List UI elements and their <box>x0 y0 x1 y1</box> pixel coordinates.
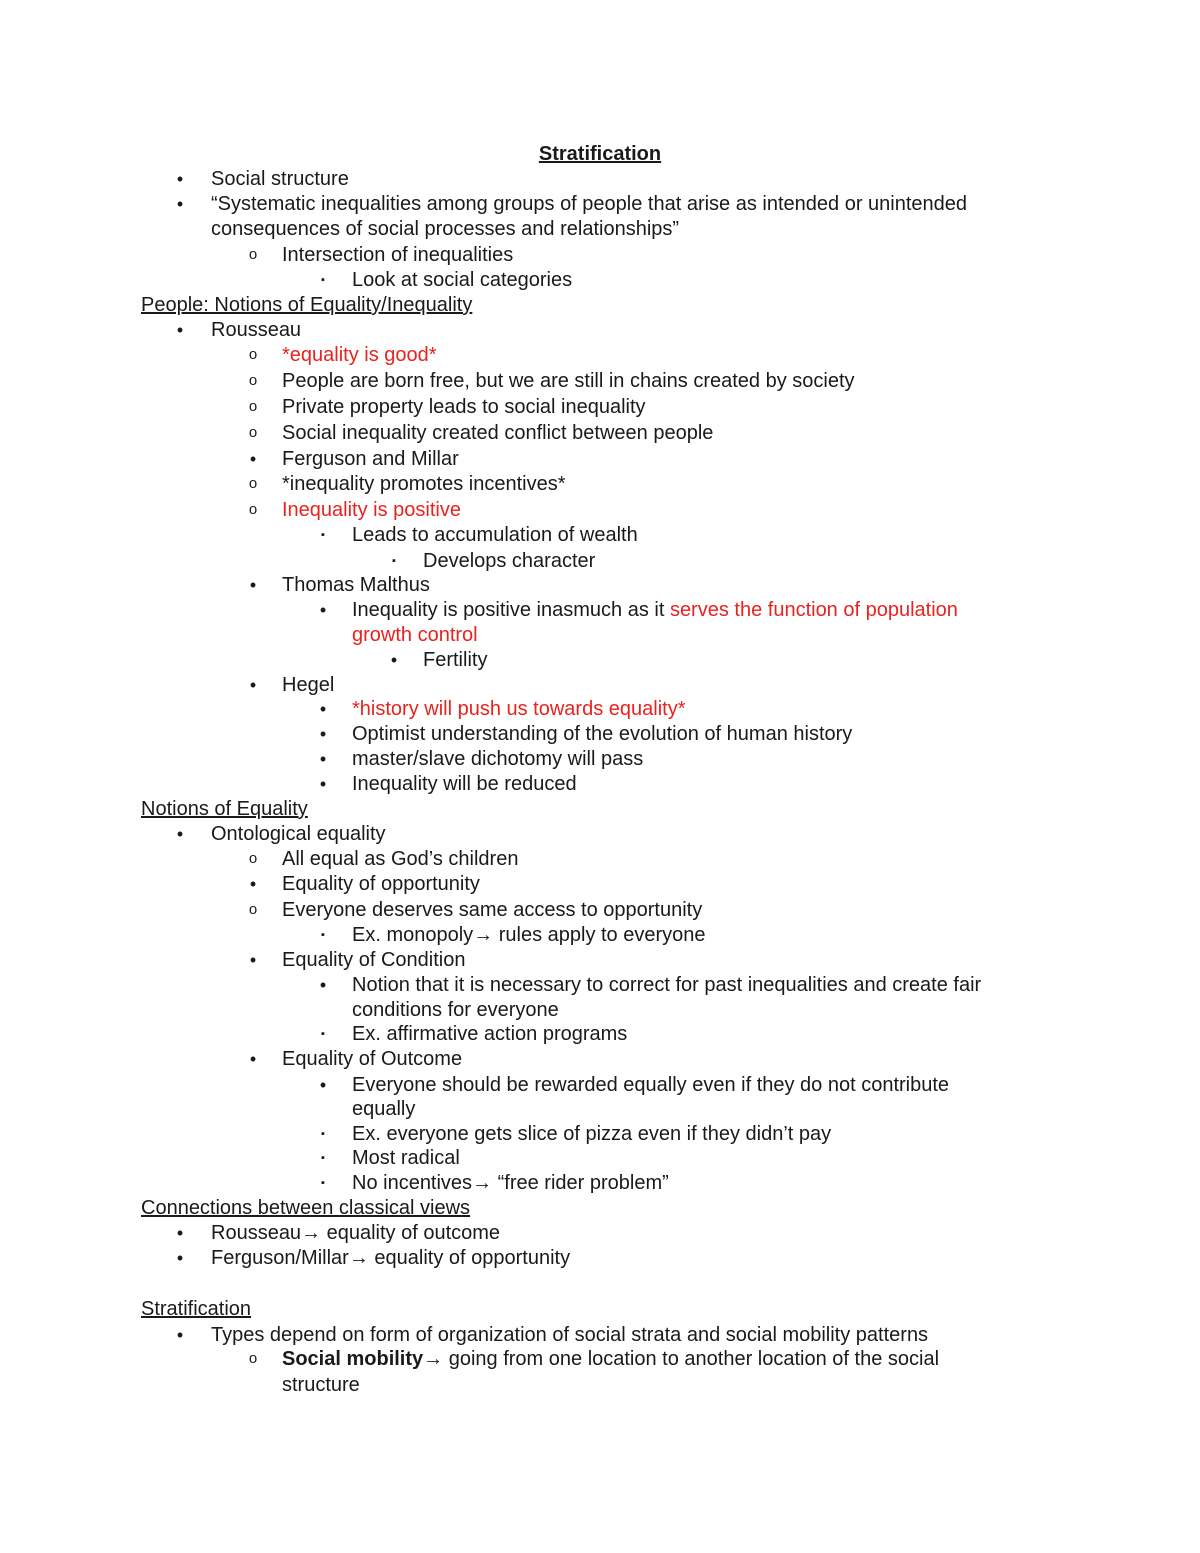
text-line <box>0 523 1200 549</box>
line-text <box>211 1246 570 1270</box>
text-line <box>0 948 1200 974</box>
disc-bullet-icon: • <box>249 950 257 970</box>
circle-bullet-icon: o <box>248 372 258 389</box>
text-segment: “Systematic inequalities among groups of people that arise as intended or unintended <box>211 193 968 215</box>
text-line <box>0 1073 1200 1099</box>
text-segment: conditions for everyone <box>352 999 559 1021</box>
text-line <box>0 697 1200 723</box>
line-text <box>211 318 301 342</box>
disc-bullet-icon: • <box>319 600 327 620</box>
text-line <box>0 1246 1200 1272</box>
square-bullet-icon: ▪ <box>392 555 396 567</box>
line-text <box>282 1373 360 1397</box>
text-segment: Thomas Malthus <box>282 574 430 596</box>
text-segment: Equality of Outcome <box>282 1048 463 1070</box>
text-segment: Ferguson/Millar→ equality of opportunity <box>211 1247 571 1269</box>
disc-bullet-icon: • <box>319 749 327 769</box>
line-text <box>211 1323 928 1347</box>
text-line <box>0 998 1200 1024</box>
text-segment: Notion that it is necessary to correct for past inequalities and create fair <box>352 974 982 996</box>
text-line <box>0 598 1200 624</box>
text-line <box>0 549 1200 575</box>
disc-bullet-icon: • <box>176 1248 184 1268</box>
disc-bullet-icon: • <box>176 1325 184 1345</box>
text-line <box>0 847 1200 873</box>
section-heading: Connections between classical views <box>141 1197 471 1219</box>
disc-bullet-icon: • <box>319 699 327 719</box>
text-line <box>0 1221 1200 1247</box>
disc-bullet-icon: • <box>176 320 184 340</box>
text-segment: Intersection of inequalities <box>282 244 514 266</box>
square-bullet-icon: ▪ <box>321 929 325 941</box>
text-line <box>0 1047 1200 1073</box>
text-segment: Ex. monopoly→ rules apply to everyone <box>352 924 706 946</box>
text-line <box>0 648 1200 674</box>
line-text <box>282 421 713 445</box>
text-line <box>0 498 1200 524</box>
line-text <box>211 822 386 846</box>
text-line <box>0 192 1200 218</box>
text-line <box>0 1196 1200 1222</box>
text-line <box>0 1373 1200 1399</box>
disc-bullet-icon: • <box>176 169 184 189</box>
circle-bullet-icon: o <box>248 398 258 415</box>
text-line <box>0 623 1200 649</box>
text-line <box>0 747 1200 773</box>
text-line <box>0 1146 1200 1172</box>
highlighted-text: serves the function of population <box>669 599 958 621</box>
line-text <box>282 898 702 922</box>
text-line <box>0 395 1200 421</box>
text-segment: People are born free, but we are still in chains created by society <box>282 370 855 392</box>
line-text <box>352 697 686 721</box>
section-heading: Notions of Equality <box>141 798 308 820</box>
line-text <box>141 1196 470 1220</box>
circle-bullet-icon: o <box>248 850 258 867</box>
line-text <box>282 847 518 871</box>
text-line <box>0 722 1200 748</box>
text-segment: master/slave dichotomy will pass <box>352 748 644 770</box>
highlighted-text: *equality is good* <box>282 344 437 366</box>
page-title: Stratification <box>538 143 662 165</box>
disc-bullet-icon: • <box>249 575 257 595</box>
highlighted-text: growth control <box>352 624 478 646</box>
line-text <box>141 797 308 821</box>
line-text <box>352 623 478 647</box>
line-text <box>352 1097 415 1121</box>
square-bullet-icon: ▪ <box>321 1028 325 1040</box>
line-text <box>423 549 595 573</box>
bold-term: Social mobility <box>282 1348 424 1370</box>
line-text <box>352 1171 669 1195</box>
line-text <box>282 243 513 267</box>
text-segment: Types depend on form of organization of social strata and social mobility patterns <box>211 1324 929 1346</box>
line-text <box>423 648 487 672</box>
text-segment: Fertility <box>423 649 488 671</box>
text-line <box>0 1171 1200 1197</box>
text-segment: Look at social categories <box>352 269 573 291</box>
line-text <box>352 268 572 292</box>
text-line <box>0 268 1200 294</box>
text-line <box>0 1297 1200 1323</box>
disc-bullet-icon: • <box>249 874 257 894</box>
highlighted-text: *history will push us towards equality* <box>352 698 686 720</box>
line-text <box>211 167 349 191</box>
line-text <box>352 1073 949 1097</box>
text-segment: *inequality promotes incentives* <box>282 473 566 495</box>
circle-bullet-icon: o <box>248 901 258 918</box>
line-text <box>282 369 855 393</box>
text-line <box>0 167 1200 193</box>
line-text <box>352 747 643 771</box>
text-segment: Ferguson and Millar <box>282 448 459 470</box>
line-text <box>352 598 958 622</box>
text-segment: Ontological equality <box>211 823 386 845</box>
circle-bullet-icon: o <box>248 424 258 441</box>
text-segment: Leads to accumulation of wealth <box>352 524 638 546</box>
line-text <box>282 1347 939 1371</box>
line-text <box>282 472 566 496</box>
text-line <box>0 1122 1200 1148</box>
text-line <box>0 1097 1200 1123</box>
square-bullet-icon: ▪ <box>321 529 325 541</box>
text-line <box>0 293 1200 319</box>
disc-bullet-icon: • <box>390 650 398 670</box>
text-line <box>0 1022 1200 1048</box>
text-segment: Social structure <box>211 168 349 190</box>
circle-bullet-icon: o <box>248 246 258 263</box>
text-line <box>0 822 1200 848</box>
text-segment: Ex. everyone gets slice of pizza even if they didn’t pay <box>352 1123 832 1145</box>
disc-bullet-icon: • <box>319 1075 327 1095</box>
disc-bullet-icon: • <box>319 774 327 794</box>
line-text <box>282 673 334 697</box>
disc-bullet-icon: • <box>176 194 184 214</box>
text-segment: No incentives→ “free rider problem” <box>352 1172 669 1194</box>
text-segment: Most radical <box>352 1147 460 1169</box>
text-segment: Inequality will be reduced <box>352 773 577 795</box>
line-text <box>352 523 638 547</box>
text-line <box>0 421 1200 447</box>
line-text <box>352 998 559 1022</box>
text-segment: Develops character <box>423 550 596 572</box>
text-segment: Private property leads to social inequality <box>282 396 646 418</box>
square-bullet-icon: ▪ <box>321 1177 325 1189</box>
text-line <box>0 217 1200 243</box>
line-text <box>282 395 646 419</box>
text-segment: Equality of Condition <box>282 949 466 971</box>
text-segment: Rousseau→ equality of outcome <box>211 1222 501 1244</box>
line-text <box>352 1122 831 1146</box>
text-line <box>0 1347 1200 1373</box>
circle-bullet-icon: o <box>248 475 258 492</box>
text-segment: Everyone should be rewarded equally even if they do not contribute <box>352 1074 950 1096</box>
disc-bullet-icon: • <box>176 1223 184 1243</box>
text-segment: equally <box>352 1098 416 1120</box>
line-text <box>211 192 967 216</box>
text-line <box>0 973 1200 999</box>
text-line <box>0 797 1200 823</box>
text-line <box>0 447 1200 473</box>
text-line <box>0 318 1200 344</box>
text-segment: Equality of opportunity <box>282 873 480 895</box>
line-text <box>211 1221 500 1245</box>
highlighted-text: Inequality is positive <box>282 499 461 521</box>
text-segment: consequences of social processes and relationships” <box>211 218 680 240</box>
line-text <box>282 872 480 896</box>
text-segment: All equal as God’s children <box>282 848 519 870</box>
disc-bullet-icon: • <box>319 724 327 744</box>
circle-bullet-icon: o <box>248 501 258 518</box>
text-line <box>0 923 1200 949</box>
square-bullet-icon: ▪ <box>321 1128 325 1140</box>
text-segment: Optimist understanding of the evolution of human history <box>352 723 853 745</box>
line-text <box>352 772 577 796</box>
line-text <box>282 343 437 367</box>
text-line <box>0 872 1200 898</box>
text-segment: structure <box>282 1374 360 1396</box>
line-text <box>352 973 981 997</box>
disc-bullet-icon: • <box>319 975 327 995</box>
line-text <box>282 948 465 972</box>
disc-bullet-icon: • <box>249 675 257 695</box>
square-bullet-icon: ▪ <box>321 274 325 286</box>
line-text <box>352 1022 627 1046</box>
line-text <box>282 573 430 597</box>
square-bullet-icon: ▪ <box>321 1152 325 1164</box>
line-text <box>141 293 472 317</box>
text-line <box>0 898 1200 924</box>
section-heading: People: Notions of Equality/Inequality <box>141 294 473 316</box>
line-text <box>352 722 852 746</box>
disc-bullet-icon: • <box>249 1049 257 1069</box>
text-line <box>0 673 1200 699</box>
line-text <box>282 498 461 522</box>
line-text <box>211 217 679 241</box>
circle-bullet-icon: o <box>248 1350 258 1367</box>
text-line <box>0 243 1200 269</box>
line-text <box>352 1146 460 1170</box>
text-line <box>0 772 1200 798</box>
text-segment: Social inequality created conflict between people <box>282 422 714 444</box>
text-segment: Ex. affirmative action programs <box>352 1023 628 1045</box>
text-line <box>0 369 1200 395</box>
text-line <box>0 1323 1200 1349</box>
text-segment: Hegel <box>282 674 335 696</box>
line-text <box>282 1047 462 1071</box>
disc-bullet-icon: • <box>249 449 257 469</box>
line-text <box>352 923 706 947</box>
text-segment: Rousseau <box>211 319 302 341</box>
line-text <box>282 447 459 471</box>
section-heading: Stratification <box>141 1298 252 1320</box>
disc-bullet-icon: • <box>176 824 184 844</box>
text-segment: → going from one location to another location of the social <box>423 1348 940 1370</box>
circle-bullet-icon: o <box>248 346 258 363</box>
text-segment: Inequality is positive inasmuch as it <box>352 599 670 621</box>
text-segment: Everyone deserves same access to opportunity <box>282 899 703 921</box>
text-line <box>0 343 1200 369</box>
text-line <box>0 472 1200 498</box>
line-text <box>141 1297 251 1321</box>
text-line <box>0 573 1200 599</box>
